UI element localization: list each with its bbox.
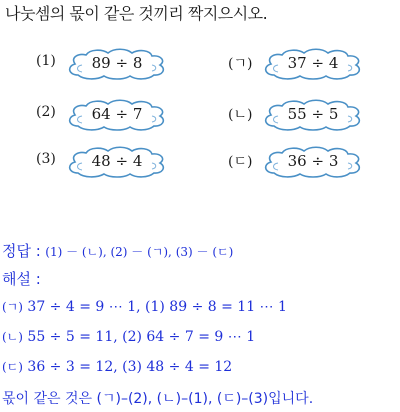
answer-line [2, 240, 233, 261]
cloud-shape [64, 98, 170, 132]
division-expression: 64 ÷ 7 [91, 105, 143, 123]
explanation-tag: (ㄷ) [2, 360, 23, 374]
explanation-label: 해설 : [2, 270, 41, 288]
division-expression: 55 ÷ 5 [287, 105, 339, 123]
right-item-number: (ㄷ) [228, 154, 253, 170]
explanation-line-1 [2, 298, 287, 315]
cloud-shape [64, 47, 170, 81]
answer-text: (1) － (ㄴ), (2) － (ㄱ), (3) － (ㄷ) [45, 245, 234, 259]
left-item-number: (2) [36, 104, 56, 120]
explanation-tag: (ㄴ) [2, 330, 23, 344]
explanation-text: 37 ÷ 4 = 9 ⋯ 1, (1) 89 ÷ 8 = 11 ⋯ 1 [27, 299, 287, 315]
answer-label: 정답 : [2, 242, 41, 260]
explanation-text: 55 ÷ 5 = 11, (2) 64 ÷ 7 = 9 ⋯ 1 [27, 329, 256, 345]
division-expression: 37 ÷ 4 [287, 54, 339, 72]
cloud-shape [260, 47, 366, 81]
right-item-number: (ㄴ) [228, 107, 253, 123]
right-item-number: (ㄱ) [228, 56, 253, 72]
explanation-line-3 [2, 358, 232, 375]
left-item-number: (3) [36, 151, 56, 167]
cloud-shape [64, 145, 170, 179]
cloud-shape [260, 98, 366, 132]
explanation-text: 36 ÷ 3 = 12, (3) 48 ÷ 4 = 12 [27, 359, 233, 375]
explanation-line-2 [2, 328, 255, 345]
explanation-label-line [2, 268, 41, 289]
division-expression: 89 ÷ 8 [91, 54, 143, 72]
conclusion-text: 몫이 같은 것은 (ㄱ)–(2), (ㄴ)–(1), (ㄷ)–(3)입니다. [2, 391, 314, 407]
conclusion-line [2, 388, 313, 408]
division-expression: 48 ÷ 4 [91, 152, 143, 170]
division-expression: 36 ÷ 3 [287, 152, 339, 170]
left-item-number: (1) [36, 53, 56, 69]
question-instruction: 나눗셈의 몫이 같은 것끼리 짝지으시오. [5, 4, 268, 23]
cloud-shape [260, 145, 366, 179]
explanation-tag: (ㄱ) [2, 300, 23, 314]
